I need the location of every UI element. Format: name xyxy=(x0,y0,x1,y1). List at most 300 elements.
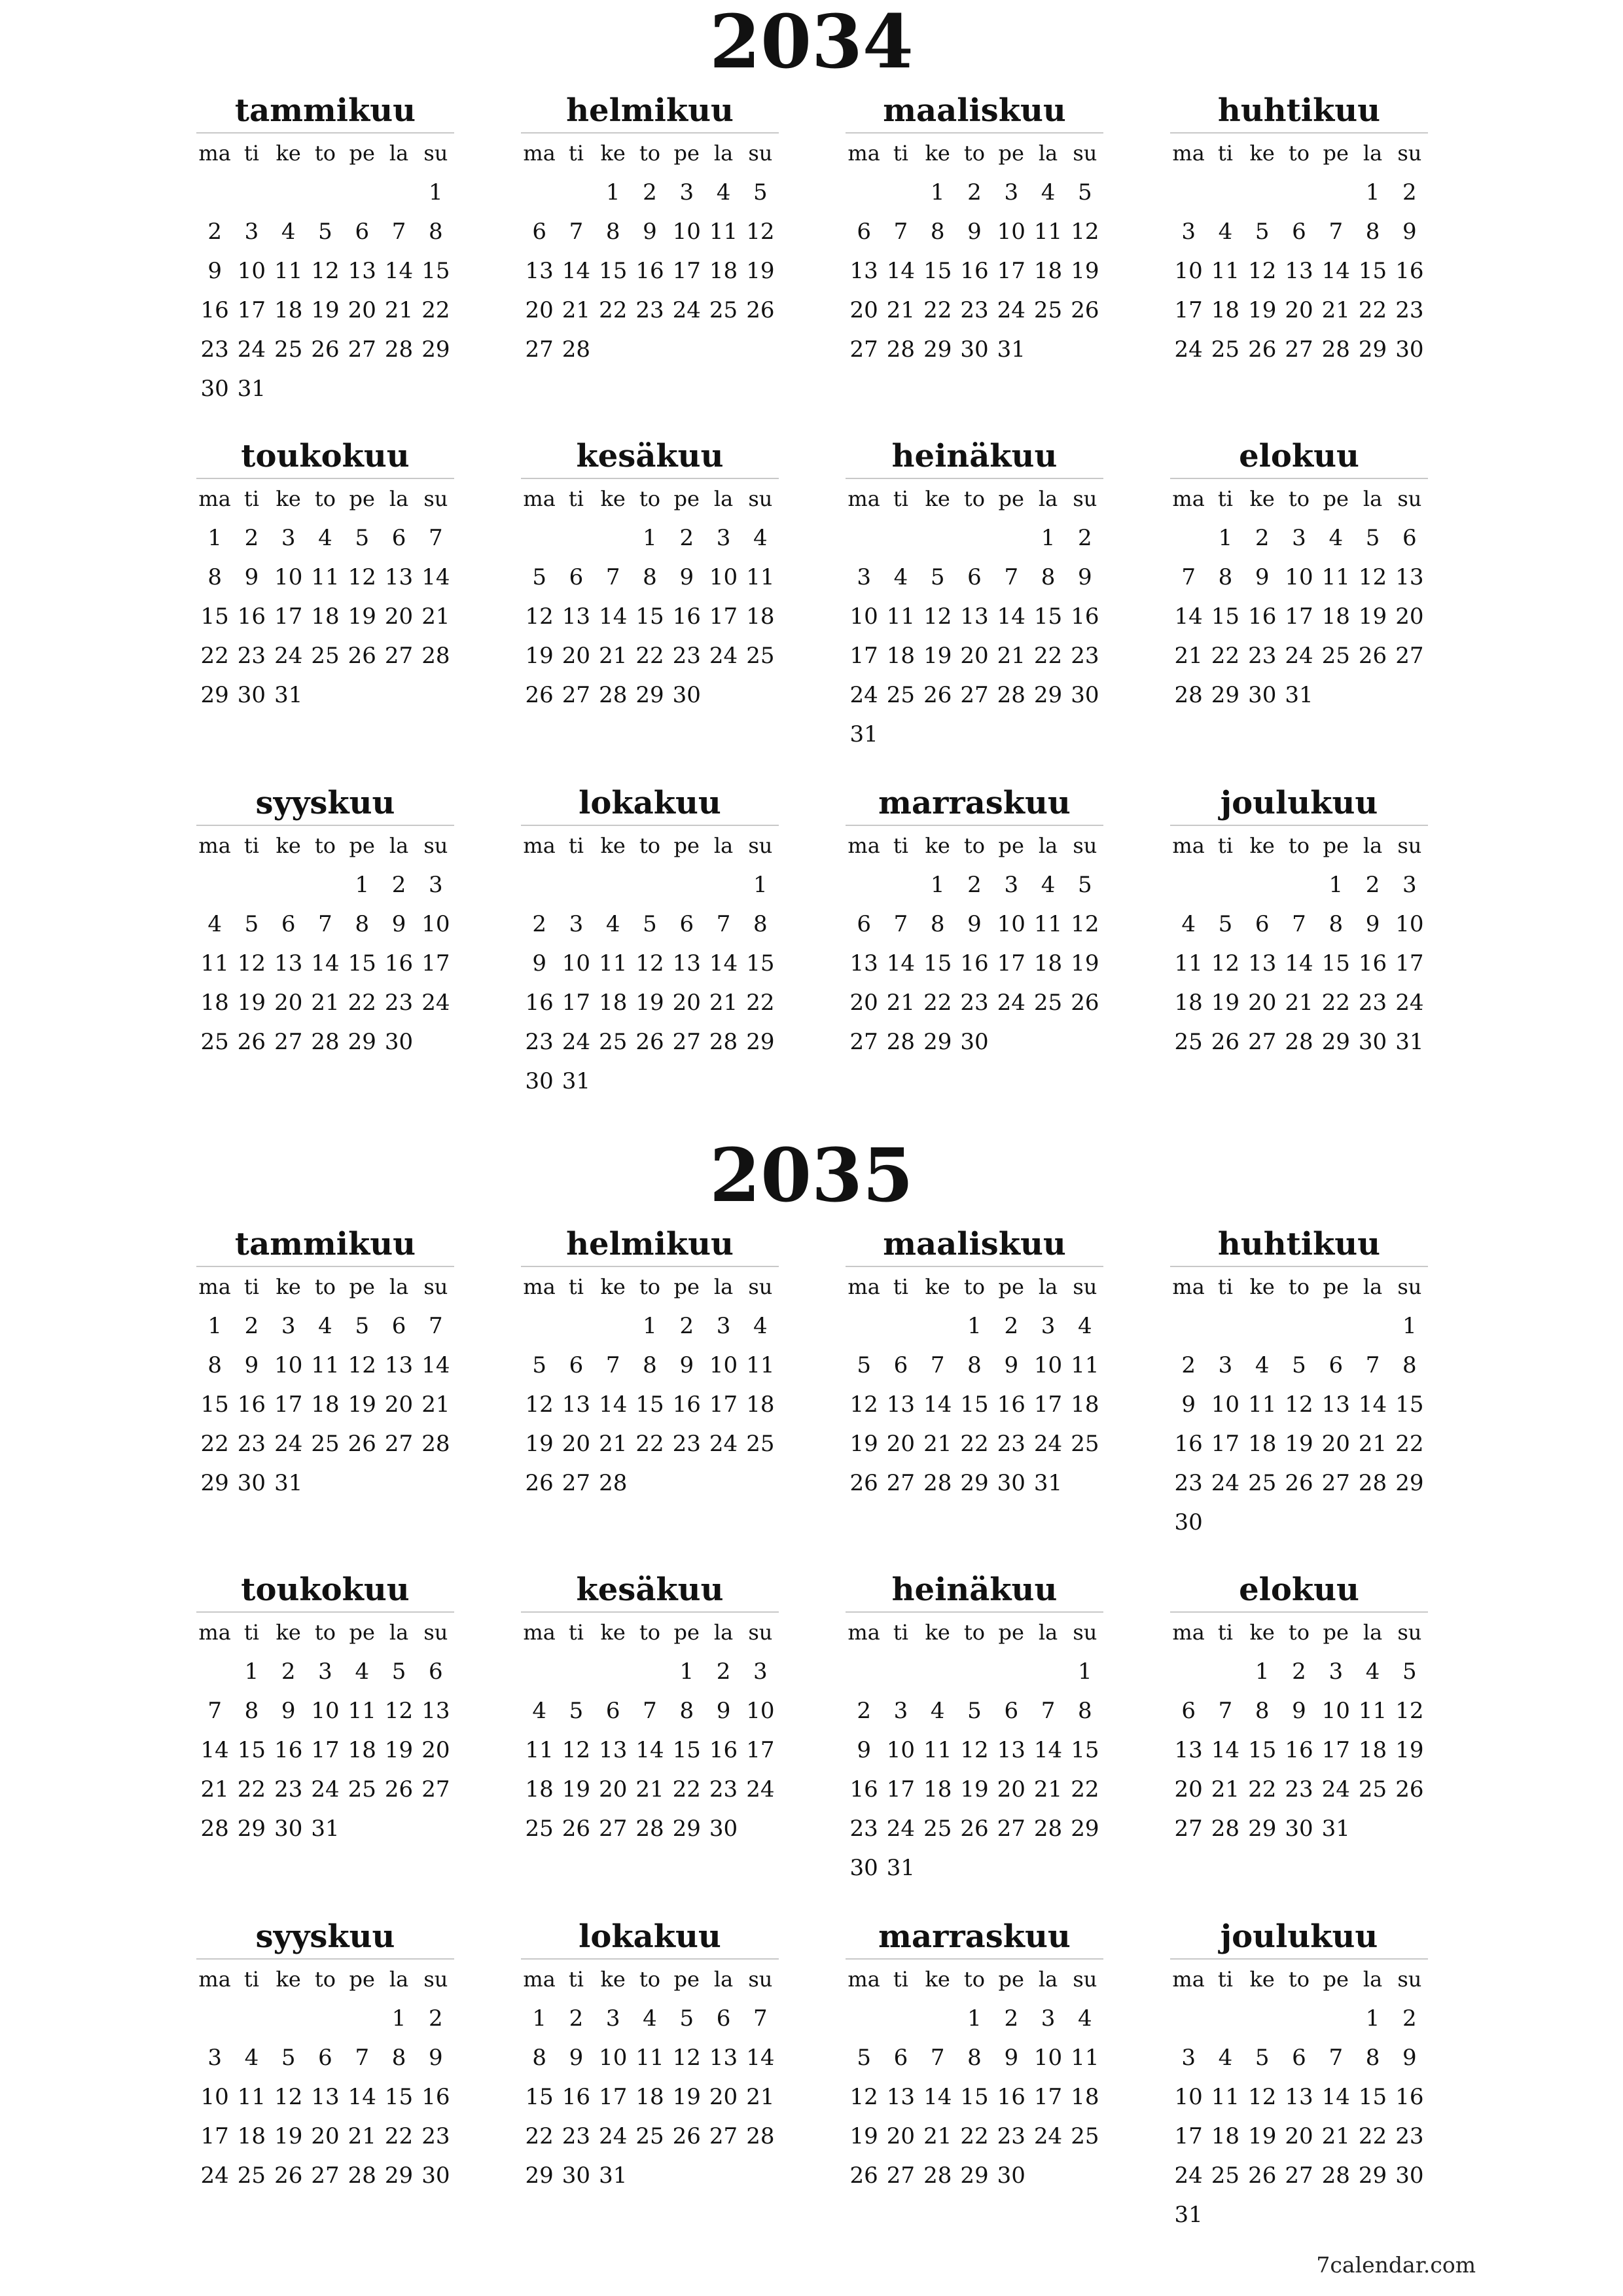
day-cell: 17 xyxy=(997,258,1026,284)
day-cell: 20 xyxy=(274,990,303,1016)
day-cell: 6 xyxy=(605,1698,620,1724)
weekday-label: to xyxy=(314,1274,336,1299)
day-cell: 25 xyxy=(1248,1470,1277,1496)
day-cell: 10 xyxy=(997,219,1026,245)
day-cell: 30 xyxy=(1071,682,1099,708)
weekday-label: la xyxy=(713,833,734,858)
weekday-label: ti xyxy=(1217,1967,1233,1992)
weekday-label: su xyxy=(748,1620,773,1645)
empty-day-cell xyxy=(668,1062,705,1101)
weekday-header xyxy=(1170,1960,1428,1999)
day-cell: 29 xyxy=(348,1029,376,1055)
day-cell: 16 xyxy=(237,603,266,630)
day-cell: 22 xyxy=(1358,297,1387,323)
day-cell: 7 xyxy=(569,219,584,245)
day-cell: 24 xyxy=(1033,2123,1063,2149)
week-row xyxy=(521,2038,779,2077)
day-cell: 21 xyxy=(1358,1431,1387,1457)
day-cell: 2 xyxy=(1365,872,1380,898)
day-cell: 9 xyxy=(281,1698,296,1724)
weekday-label: la xyxy=(389,141,409,166)
day-cell: 27 xyxy=(886,2162,916,2189)
week-row xyxy=(846,636,1103,675)
day-cell: 26 xyxy=(562,1816,591,1842)
empty-day-cell xyxy=(705,1463,741,1503)
day-cell: 5 xyxy=(391,1659,406,1685)
weekday-label: ma xyxy=(198,1967,231,1992)
day-cell: 14 xyxy=(746,2045,775,2071)
day-cell: 8 xyxy=(643,564,657,590)
day-cell: 24 xyxy=(1033,1431,1063,1457)
day-cell: 20 xyxy=(886,1431,916,1457)
day-cell: 23 xyxy=(1395,2123,1424,2149)
day-cell: 6 xyxy=(679,911,694,937)
empty-day-cell xyxy=(1067,330,1103,369)
day-cell: 4 xyxy=(207,911,222,937)
day-cell: 31 xyxy=(997,336,1026,363)
day-cell: 3 xyxy=(716,525,731,551)
day-cell: 23 xyxy=(1174,1470,1203,1496)
weekday-label: la xyxy=(1363,1620,1383,1645)
day-cell: 19 xyxy=(1285,1431,1313,1457)
weekday-label: pe xyxy=(1323,1620,1349,1645)
weekday-label: to xyxy=(639,833,661,858)
month-name: huhtikuu xyxy=(1170,1223,1428,1267)
empty-day-cell xyxy=(1244,1306,1281,1346)
day-cell: 30 xyxy=(1358,1029,1387,1055)
day-cell: 22 xyxy=(384,2123,414,2149)
weekday-label: ke xyxy=(276,1274,301,1299)
weekday-label: ti xyxy=(243,1620,259,1645)
day-cell: 11 xyxy=(709,219,738,245)
week-row xyxy=(196,1691,454,1731)
day-cell: 22 xyxy=(1321,990,1350,1016)
empty-day-cell xyxy=(1391,1809,1428,1848)
day-cell: 17 xyxy=(562,990,591,1016)
day-cell: 7 xyxy=(207,1698,222,1724)
empty-day-cell xyxy=(882,1652,919,1691)
day-cell: 26 xyxy=(1248,2162,1277,2189)
day-cell: 4 xyxy=(1255,1352,1270,1378)
month-name: heinäkuu xyxy=(846,435,1103,479)
empty-day-cell xyxy=(595,1652,632,1691)
day-cell: 3 xyxy=(207,2045,222,2071)
day-cell: 6 xyxy=(318,2045,332,2071)
day-cell: 24 xyxy=(311,1776,340,1803)
day-cell: 21 xyxy=(311,990,340,1016)
day-cell: 28 xyxy=(1358,1470,1387,1496)
week-row xyxy=(846,1731,1103,1770)
weekday-label: pe xyxy=(349,141,375,166)
week-row xyxy=(196,2117,454,2156)
day-cell: 7 xyxy=(716,911,731,937)
empty-day-cell xyxy=(1391,675,1428,715)
week-row xyxy=(196,983,454,1022)
weekday-label: pe xyxy=(673,486,700,511)
day-cell: 26 xyxy=(348,1431,376,1457)
day-cell: 11 xyxy=(886,603,916,630)
day-cell: 10 xyxy=(886,1737,916,1763)
day-cell: 1 xyxy=(207,1313,222,1339)
day-cell: 11 xyxy=(311,564,340,590)
day-cell: 13 xyxy=(849,258,878,284)
day-cell: 4 xyxy=(753,1313,768,1339)
empty-day-cell xyxy=(1281,2195,1317,2234)
weekday-label: ma xyxy=(847,141,880,166)
weekday-label: to xyxy=(639,486,661,511)
empty-day-cell xyxy=(1244,2195,1281,2234)
weekday-label: ti xyxy=(1217,141,1233,166)
day-cell: 19 xyxy=(274,2123,303,2149)
day-cell: 4 xyxy=(893,564,908,590)
day-cell: 29 xyxy=(1071,1816,1099,1842)
week-row xyxy=(521,1770,779,1809)
day-cell: 15 xyxy=(1248,1737,1277,1763)
day-cell: 22 xyxy=(1071,1776,1099,1803)
week-row xyxy=(196,1999,454,2038)
day-cell: 14 xyxy=(348,2084,376,2110)
empty-day-cell xyxy=(742,330,779,369)
day-cell: 7 xyxy=(1292,911,1306,937)
day-cell: 7 xyxy=(753,2005,768,2032)
week-row xyxy=(846,905,1103,944)
empty-day-cell xyxy=(344,1463,380,1503)
empty-day-cell xyxy=(993,1848,1029,1888)
weekday-label: ma xyxy=(523,1620,556,1645)
week-row xyxy=(846,291,1103,330)
day-cell: 20 xyxy=(1285,297,1313,323)
day-cell: 18 xyxy=(1033,950,1063,977)
day-cell: 7 xyxy=(1329,219,1344,245)
day-cell: 6 xyxy=(532,219,546,245)
week-row xyxy=(1170,1385,1428,1424)
day-cell: 27 xyxy=(274,1029,303,1055)
day-cell: 26 xyxy=(274,2162,303,2189)
week-row xyxy=(196,291,454,330)
day-cell: 4 xyxy=(930,1698,945,1724)
day-cell: 11 xyxy=(274,258,303,284)
week-row xyxy=(521,905,779,944)
day-cell: 5 xyxy=(244,911,259,937)
day-cell: 22 xyxy=(200,643,229,669)
empty-day-cell xyxy=(632,1463,668,1503)
week-row xyxy=(521,1463,779,1503)
month-huhtikuu xyxy=(1170,89,1428,369)
day-cell: 11 xyxy=(635,2045,664,2071)
empty-day-cell xyxy=(418,675,454,715)
day-cell: 22 xyxy=(960,2123,989,2149)
weekday-label: ke xyxy=(276,1620,301,1645)
day-cell: 18 xyxy=(923,1776,952,1803)
day-cell: 30 xyxy=(1395,336,1424,363)
day-cell: 8 xyxy=(967,2045,982,2071)
weekday-label: ke xyxy=(276,141,301,166)
day-cell: 24 xyxy=(200,2162,229,2189)
day-cell: 7 xyxy=(1041,1698,1056,1724)
weekday-label: pe xyxy=(673,1620,700,1645)
empty-day-cell xyxy=(882,518,919,558)
day-cell: 2 xyxy=(1402,2005,1417,2032)
week-row xyxy=(521,2077,779,2117)
day-cell: 16 xyxy=(1248,603,1277,630)
day-cell: 11 xyxy=(1174,950,1203,977)
weekday-label: ke xyxy=(925,141,950,166)
day-cell: 14 xyxy=(923,1391,952,1418)
weekday-label: su xyxy=(1073,1274,1097,1299)
day-cell: 31 xyxy=(237,376,266,402)
day-cell: 14 xyxy=(997,603,1026,630)
weekday-label: ma xyxy=(847,833,880,858)
empty-day-cell xyxy=(595,865,632,905)
weekday-label: ti xyxy=(568,141,584,166)
week-row xyxy=(846,1691,1103,1731)
day-cell: 21 xyxy=(709,990,738,1016)
weekday-label: ma xyxy=(847,1967,880,1992)
week-row xyxy=(1170,1652,1428,1691)
day-cell: 5 xyxy=(532,1352,546,1378)
day-cell: 30 xyxy=(997,1470,1026,1496)
empty-day-cell xyxy=(595,1062,632,1101)
empty-day-cell xyxy=(270,865,307,905)
day-cell: 12 xyxy=(1358,564,1387,590)
day-cell: 6 xyxy=(1292,219,1306,245)
empty-day-cell xyxy=(1170,518,1207,558)
empty-day-cell xyxy=(344,369,380,408)
day-cell: 8 xyxy=(753,911,768,937)
day-cell: 22 xyxy=(421,297,450,323)
day-cell: 26 xyxy=(237,1029,266,1055)
day-cell: 3 xyxy=(1041,1313,1056,1339)
day-cell: 16 xyxy=(200,297,229,323)
week-row xyxy=(846,1463,1103,1503)
weekday-label: ke xyxy=(276,486,301,511)
day-cell: 27 xyxy=(1174,1816,1203,1842)
day-cell: 16 xyxy=(421,2084,450,2110)
week-row xyxy=(1170,330,1428,369)
day-cell: 29 xyxy=(635,682,664,708)
weekday-label: to xyxy=(639,141,661,166)
empty-day-cell xyxy=(1067,1848,1103,1888)
day-cell: 21 xyxy=(421,603,450,630)
empty-day-cell xyxy=(1281,1306,1317,1346)
day-cell: 5 xyxy=(355,525,370,551)
day-cell: 28 xyxy=(421,1431,450,1457)
week-row xyxy=(846,251,1103,291)
day-cell: 23 xyxy=(1285,1776,1313,1803)
day-cell: 22 xyxy=(923,990,952,1016)
day-cell: 16 xyxy=(525,990,554,1016)
weekday-label: ma xyxy=(198,486,231,511)
week-row xyxy=(521,291,779,330)
empty-day-cell xyxy=(307,369,344,408)
weekday-header xyxy=(196,1613,454,1652)
day-cell: 14 xyxy=(886,258,916,284)
day-cell: 30 xyxy=(384,1029,414,1055)
week-row xyxy=(1170,1022,1428,1062)
month-heinäkuu xyxy=(846,435,1103,754)
day-cell: 18 xyxy=(311,603,340,630)
day-cell: 19 xyxy=(1211,990,1240,1016)
day-cell: 26 xyxy=(849,1470,878,1496)
weekday-label: ma xyxy=(1172,1620,1205,1645)
weekday-label: su xyxy=(1397,141,1422,166)
week-row xyxy=(1170,675,1428,715)
week-row xyxy=(521,1346,779,1385)
week-row xyxy=(1170,2117,1428,2156)
day-cell: 20 xyxy=(1395,603,1424,630)
day-cell: 13 xyxy=(562,603,591,630)
day-cell: 27 xyxy=(1248,1029,1277,1055)
day-cell: 8 xyxy=(1365,2045,1380,2071)
day-cell: 19 xyxy=(672,2084,701,2110)
week-row xyxy=(521,518,779,558)
weekday-header xyxy=(196,1960,454,1999)
day-cell: 30 xyxy=(525,1068,554,1094)
empty-day-cell xyxy=(307,1463,344,1503)
day-cell: 8 xyxy=(1041,564,1056,590)
empty-day-cell xyxy=(632,1062,668,1101)
day-cell: 15 xyxy=(635,603,664,630)
day-cell: 20 xyxy=(421,1737,450,1763)
day-cell: 17 xyxy=(311,1737,340,1763)
week-row xyxy=(196,636,454,675)
day-cell: 1 xyxy=(753,872,768,898)
day-cell: 23 xyxy=(237,643,266,669)
month-joulukuu xyxy=(1170,781,1428,1062)
day-cell: 7 xyxy=(1218,1698,1233,1724)
day-cell: 29 xyxy=(960,1470,989,1496)
weekday-label: to xyxy=(314,1967,336,1992)
day-cell: 14 xyxy=(421,1352,450,1378)
weekday-label: to xyxy=(639,1620,661,1645)
day-cell: 1 xyxy=(1255,1659,1270,1685)
week-row xyxy=(846,330,1103,369)
day-cell: 27 xyxy=(960,682,989,708)
week-row xyxy=(196,1346,454,1385)
day-cell: 31 xyxy=(886,1855,916,1881)
week-row xyxy=(196,369,454,408)
day-cell: 15 xyxy=(599,258,628,284)
month-name: toukokuu xyxy=(196,1568,454,1613)
weekday-label: ma xyxy=(523,1967,556,1992)
day-cell: 6 xyxy=(716,2005,731,2032)
day-cell: 14 xyxy=(384,258,414,284)
empty-day-cell xyxy=(1354,675,1391,715)
day-cell: 27 xyxy=(1321,1470,1350,1496)
month-name: toukokuu xyxy=(196,435,454,479)
month-marraskuu xyxy=(846,1915,1103,2195)
day-cell: 20 xyxy=(562,1431,591,1457)
empty-day-cell xyxy=(233,865,270,905)
weekday-header xyxy=(846,1267,1103,1306)
weekday-label: to xyxy=(963,486,986,511)
day-cell: 10 xyxy=(421,911,450,937)
weekday-label: la xyxy=(389,1967,409,1992)
day-cell: 17 xyxy=(672,258,701,284)
empty-day-cell xyxy=(882,173,919,212)
weekday-label: to xyxy=(314,141,336,166)
day-cell: 18 xyxy=(274,297,303,323)
weekday-label: ma xyxy=(198,833,231,858)
day-cell: 8 xyxy=(207,1352,222,1378)
day-cell: 20 xyxy=(1174,1776,1203,1803)
day-cell: 21 xyxy=(1285,990,1313,1016)
day-cell: 25 xyxy=(1071,2123,1099,2149)
day-cell: 19 xyxy=(1248,2123,1277,2149)
day-cell: 10 xyxy=(997,911,1026,937)
day-cell: 21 xyxy=(886,990,916,1016)
day-cell: 17 xyxy=(274,603,303,630)
weekday-label: to xyxy=(963,1620,986,1645)
day-cell: 17 xyxy=(709,603,738,630)
day-cell: 17 xyxy=(1033,1391,1063,1418)
day-cell: 24 xyxy=(709,1431,738,1457)
weekday-label: ma xyxy=(198,1620,231,1645)
day-cell: 28 xyxy=(1033,1816,1063,1842)
day-cell: 2 xyxy=(244,1313,259,1339)
day-cell: 2 xyxy=(1181,1352,1196,1378)
day-cell: 3 xyxy=(1292,525,1306,551)
day-cell: 28 xyxy=(311,1029,340,1055)
day-cell: 23 xyxy=(960,990,989,1016)
empty-day-cell xyxy=(1207,1652,1243,1691)
day-cell: 25 xyxy=(746,1431,775,1457)
year-title: 2035 xyxy=(709,1133,914,1219)
weekday-label: pe xyxy=(349,833,375,858)
week-row xyxy=(521,1691,779,1731)
day-cell: 24 xyxy=(562,1029,591,1055)
day-cell: 23 xyxy=(200,336,229,363)
empty-day-cell xyxy=(418,1809,454,1848)
day-cell: 13 xyxy=(599,1737,628,1763)
day-cell: 25 xyxy=(635,2123,664,2149)
empty-day-cell xyxy=(742,1062,779,1101)
day-cell: 11 xyxy=(1248,1391,1277,1418)
day-cell: 2 xyxy=(1078,525,1092,551)
empty-day-cell xyxy=(196,865,233,905)
day-cell: 1 xyxy=(643,1313,657,1339)
day-cell: 26 xyxy=(1071,990,1099,1016)
day-cell: 11 xyxy=(1033,911,1063,937)
empty-day-cell xyxy=(1029,1022,1066,1062)
month-helmikuu xyxy=(521,89,779,369)
empty-day-cell xyxy=(1170,865,1207,905)
day-cell: 26 xyxy=(923,682,952,708)
day-cell: 5 xyxy=(857,1352,871,1378)
weekday-label: su xyxy=(1073,141,1097,166)
week-row xyxy=(1170,291,1428,330)
week-row xyxy=(196,1809,454,1848)
day-cell: 20 xyxy=(886,2123,916,2149)
empty-day-cell xyxy=(705,2156,741,2195)
month-toukokuu xyxy=(196,1568,454,1848)
day-cell: 8 xyxy=(1365,219,1380,245)
weekday-label: ti xyxy=(893,141,908,166)
day-cell: 23 xyxy=(1358,990,1387,1016)
weekday-label: la xyxy=(389,1620,409,1645)
day-cell: 11 xyxy=(200,950,229,977)
day-cell: 19 xyxy=(1071,950,1099,977)
day-cell: 9 xyxy=(643,219,657,245)
day-cell: 30 xyxy=(1285,1816,1313,1842)
day-cell: 28 xyxy=(1285,1029,1313,1055)
day-cell: 16 xyxy=(274,1737,303,1763)
weekday-label: ti xyxy=(243,141,259,166)
weekday-header xyxy=(1170,134,1428,173)
day-cell: 3 xyxy=(679,179,694,206)
day-cell: 24 xyxy=(746,1776,775,1803)
day-cell: 8 xyxy=(1218,564,1233,590)
